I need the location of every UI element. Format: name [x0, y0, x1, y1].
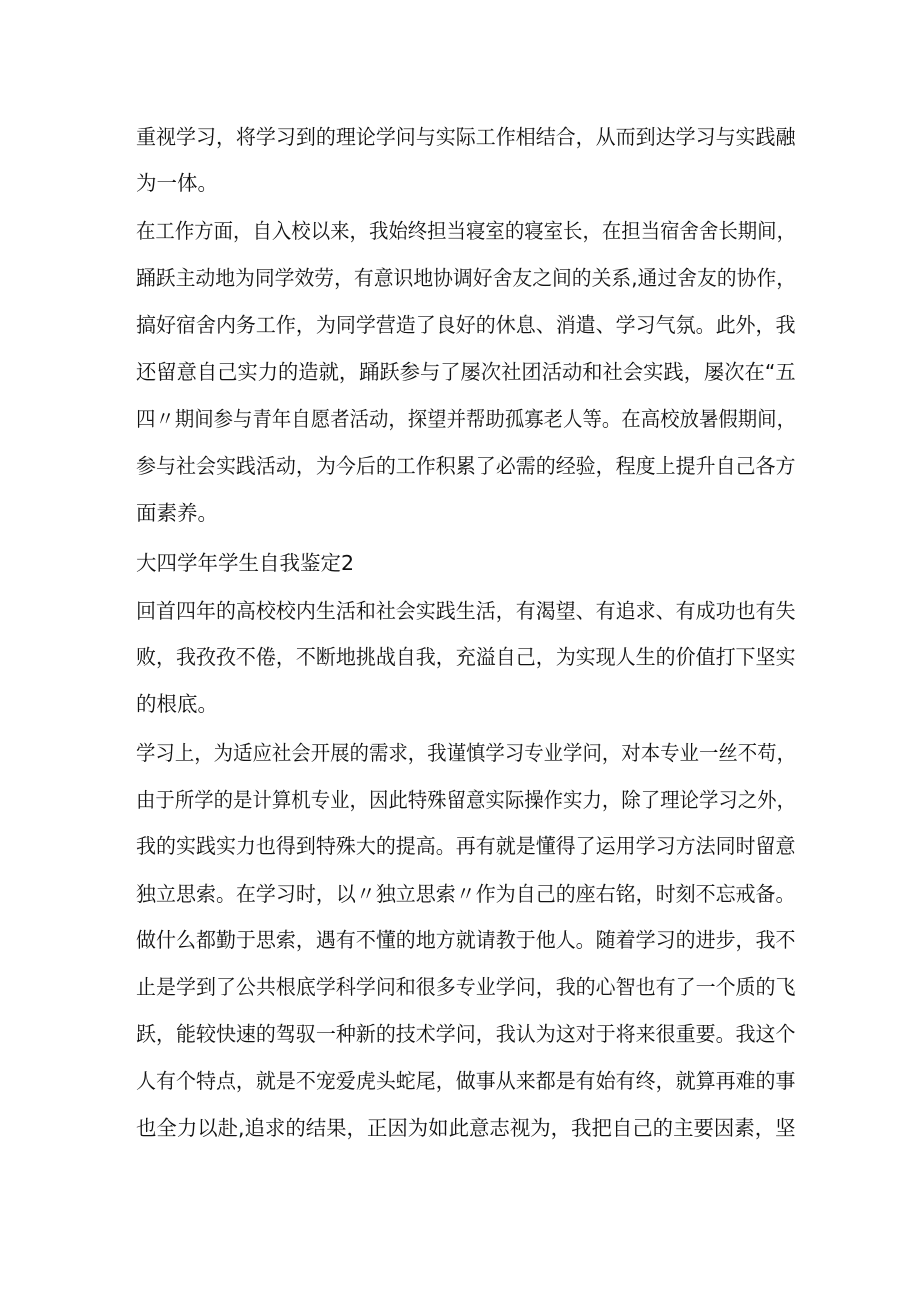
text-line: 我的实践实力也得到特殊大的提高。再有就是懂得了运用学习方法同时留意 — [136, 834, 796, 858]
text-line: 踊跃主动地为同学效劳，有意识地协调好舍友之间的关系,通过舍友的协作， — [136, 266, 797, 290]
text-line: 参与社会实践活动，为今后的工作积累了必需的经验，程度上提升自己各方 — [136, 454, 796, 478]
text-line: 也全力以赴,追求的结果，正因为如此意志视为，我把自己的主要因素，坚 — [136, 1116, 796, 1140]
text-line: 由于所学的是计算机专业，因此特殊留意实际操作实力，除了理论学习之外， — [136, 788, 796, 812]
text-line: 止是学到了公共根底学科学问和很多专业学问，我的心智也有了一个质的飞 — [136, 975, 796, 999]
text-line: 跃，能较快速的驾驭一种新的技术学问，我认为这对于将来很重要。我这个 — [136, 1022, 796, 1046]
text-line: 为一体。 — [136, 171, 218, 195]
text-line: 败，我孜孜不倦，不断地挑战自我，充溢自己，为实现人生的价值打下坚实 — [136, 645, 796, 669]
text-line: 面素养。 — [136, 501, 218, 525]
text-line: 四〃期间参与青年自愿者活动，探望并帮助孤寡老人等。在高校放暑假期间， — [136, 407, 796, 431]
text-line: 独立思索。在学习时，以〃独立思索〃作为自己的座右铭，时刻不忘戒备。 — [136, 882, 796, 906]
section-heading: 大四学年学生自我鉴定2 — [136, 551, 355, 575]
text-line: 的根底。 — [136, 692, 218, 716]
text-line: 回首四年的高校校内生活和社会实践生活，有渴望、有追求、有成功也有失 — [136, 599, 796, 623]
text-line: 做什么都勤于思索，遇有不懂的地方就请教于他人。随着学习的进步，我不 — [136, 928, 796, 952]
text-line: 还留意自己实力的造就，踊跃参与了屡次社团活动和社会实践，屡次在“五 — [136, 360, 796, 384]
text-line: 在工作方面，自入校以来，我始终担当寝室的寝室长，在担当宿舍舍长期间， — [136, 219, 796, 243]
text-line: 搞好宿舍内务工作，为同学营造了良好的休息、消遣、学习气氛。此外，我 — [136, 313, 796, 337]
text-line: 学习上，为适应社会开展的需求，我谨慎学习专业学问，对本专业一丝不苟， — [136, 741, 796, 765]
text-line: 重视学习，将学习到的理论学问与实际工作相结合，从而到达学习与实践融 — [136, 125, 796, 149]
text-line: 人有个特点，就是不宠爱虎头蛇尾，做事从来都是有始有终，就算再难的事 — [136, 1069, 796, 1093]
